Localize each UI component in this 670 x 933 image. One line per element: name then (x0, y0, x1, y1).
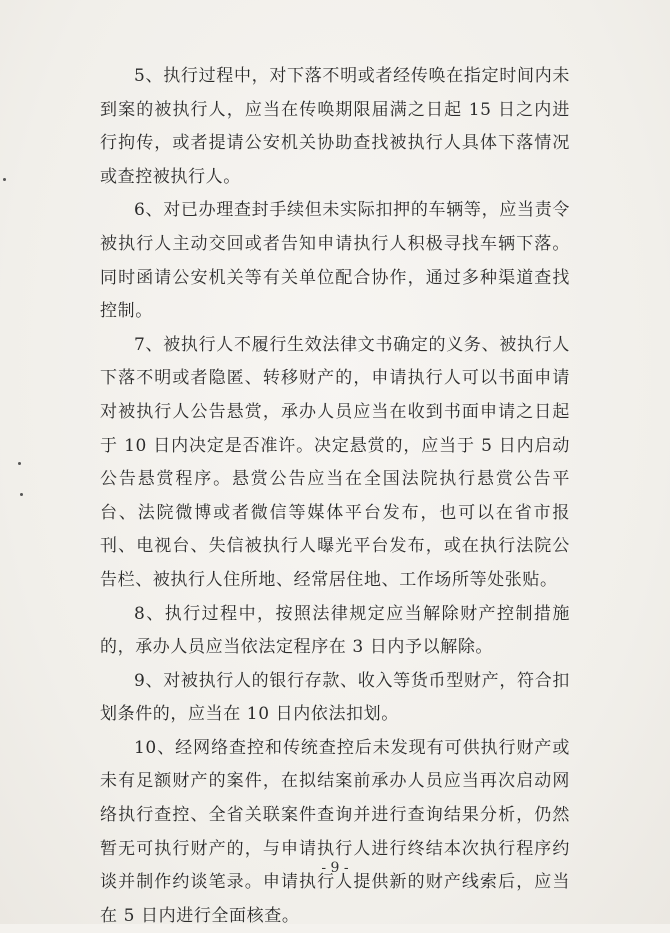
margin-mark (20, 493, 23, 496)
margin-mark (18, 462, 21, 465)
paragraph-6: 6、对已办理查封手续但未实际扣押的车辆等，应当责令被执行人主动交回或者告知申请执行人积极寻找车辆下落。同时函请公安机关等有关单位配合协作，通过多种渠道查找控制。 (100, 200, 570, 322)
paragraph-8: 8、执行过程中，按照法律规定应当解除财产控制措施的，承办人员应当依法定程序在 3 日内予以解除。 (100, 603, 570, 658)
paragraph-10: 10、经网络查控和传统查控后未发现有可供执行财产或未有足额财产的案件，在拟结案前承办人员应当再次启动网络执行查控、全省关联案件查询并进行查询结果分析，仍然暂无可执行财产的，与申请执行人进行终结本次执行程序约谈并制作约谈笔录。申请执行人提供新的财产线索后，应当在 5 日内进行全面核查。 (100, 737, 570, 926)
document-body (100, 60, 570, 933)
paragraph-7: 7、被执行人不履行生效法律文书确定的义务、被执行人下落不明或者隐匿、转移财产的，申请执行人可以书面申请对被执行人公告悬赏，承办人员应当在收到书面申请之日起于 10 日内决定是否准许。决定悬赏的，应当于 5 日内启动公告悬赏程序。悬赏公告应当在全国法院执行悬赏公告平台、法院微博或者微信等媒体平台发布，也可以在省市报刊、电视台、失信被执行人曝光平台发布，或在执行法院公告栏、被执行人住所地、经常居住地、工作场所等处张贴。 (100, 334, 570, 590)
page-number: - 9 - (321, 860, 349, 876)
margin-mark (3, 178, 6, 181)
paragraph-5: 5、执行过程中，对下落不明或者经传唤在指定时间内未到案的被执行人，应当在传唤期限届满之日起 15 日之内进行拘传，或者提请公安机关协助查找被执行人具体下落情况或查控被执行人。 (100, 66, 570, 187)
paragraph-9: 9、对被执行人的银行存款、收入等货币型财产，符合扣划条件的，应当在 10 日内依法扣划。 (100, 670, 570, 725)
